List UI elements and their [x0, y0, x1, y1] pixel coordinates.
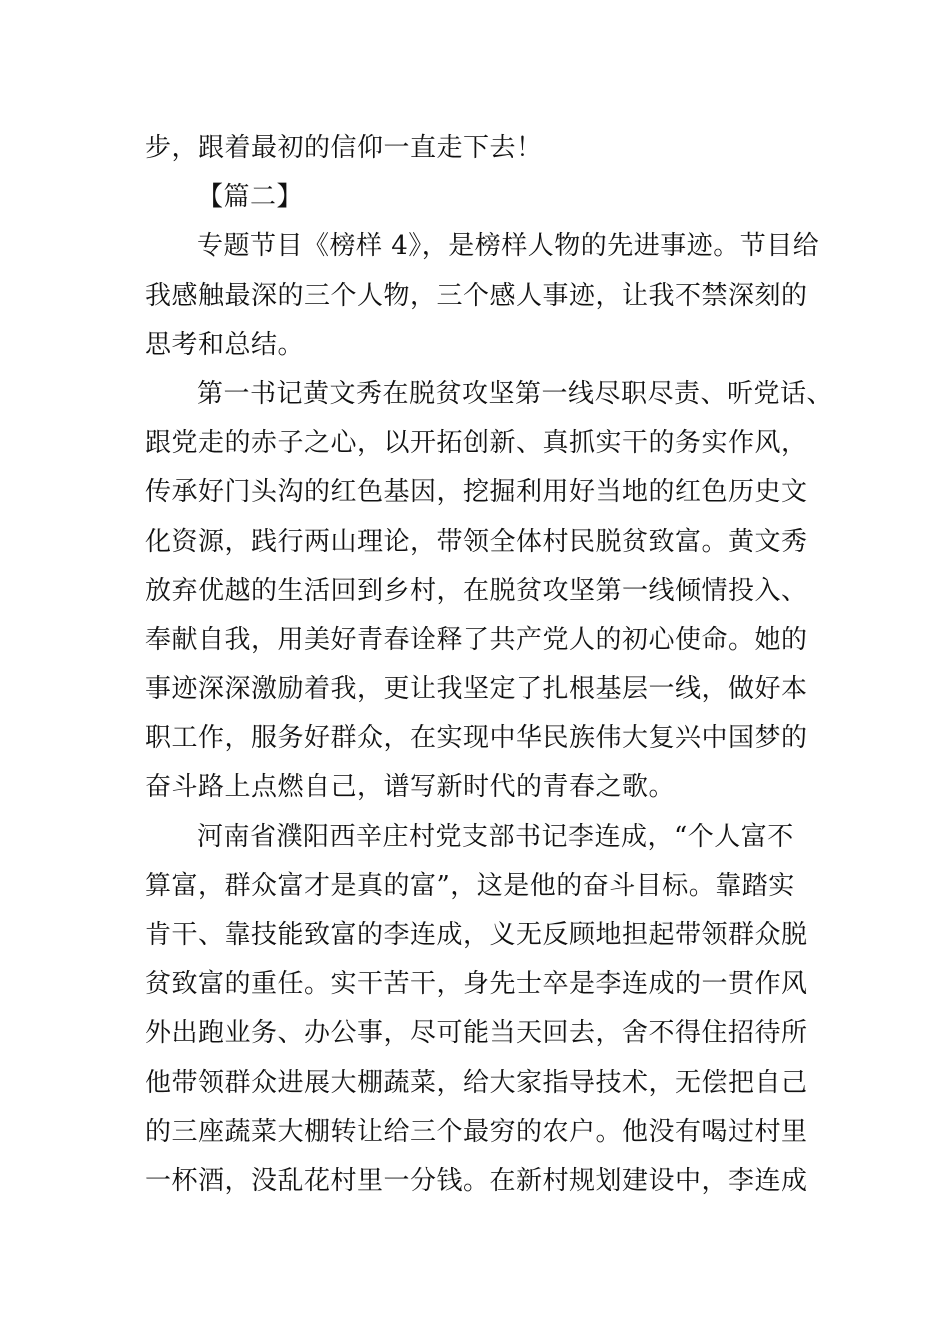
text-line: 职工作，服务好群众，在实现中华民族伟大复兴中国梦的: [145, 723, 808, 754]
text-line: 外出跑业务、办公事，尽可能当天回去，舍不得住招待所: [145, 1018, 808, 1049]
text-line: 思考和总结。: [145, 329, 305, 360]
text-line: 事迹深深激励着我，更让我坚定了扎根基层一线，做好本: [145, 674, 808, 705]
text-line: 一杯酒，没乱花村里一分钱。在新村规划建设中，李连成: [145, 1165, 808, 1196]
text-line: 专题节目《榜样 4》，是榜样人物的先进事迹。节目给: [197, 231, 820, 262]
text-line: 奋斗路上点燃自己，谱写新时代的青春之歌。: [145, 772, 676, 803]
text-line: 河南省濮阳西辛庄村党支部书记李连成，“个人富不: [197, 821, 794, 852]
text-line: 传承好门头沟的红色基因，挖掘利用好当地的红色历史文: [145, 477, 808, 508]
text-line: 他带领群众进展大棚蔬菜，给大家指导技术，无偿把自己: [145, 1067, 808, 1098]
document-body: [145, 124, 834, 1206]
text-line: 肯干、靠技能致富的李连成，义无反顾地担起带领群众脱: [145, 920, 808, 950]
text-line: 奉献自我，用美好青春诠释了共产党人的初心使命。她的: [145, 624, 808, 655]
section-heading: 【篇二】: [197, 182, 304, 213]
text-line: 放弃优越的生活回到乡村，在脱贫攻坚第一线倾情投入、: [145, 575, 808, 606]
text-line: 贫致富的重任。实干苦干，身先士卒是李连成的一贯作风: [145, 969, 808, 1000]
text-line: 我感触最深的三个人物，三个感人事迹，让我不禁深刻的: [145, 280, 808, 311]
text-line: 化资源，践行两山理论，带领全体村民脱贫致富。黄文秀: [145, 526, 808, 557]
text-line: 第一书记黄文秀在脱贫攻坚第一线尽职尽责、听党话、: [197, 378, 834, 409]
text-line: 算富，群众富才是真的富”，这是他的奋斗目标。靠踏实: [145, 870, 795, 901]
text-line: 的三座蔬菜大棚转让给三个最穷的农户。他没有喝过村里: [145, 1116, 808, 1147]
text-line: 跟党走的赤子之心，以开拓创新、真抓实干的务实作风，: [145, 428, 808, 459]
text-line: 步，跟着最初的信仰一直走下去！: [145, 133, 543, 163]
